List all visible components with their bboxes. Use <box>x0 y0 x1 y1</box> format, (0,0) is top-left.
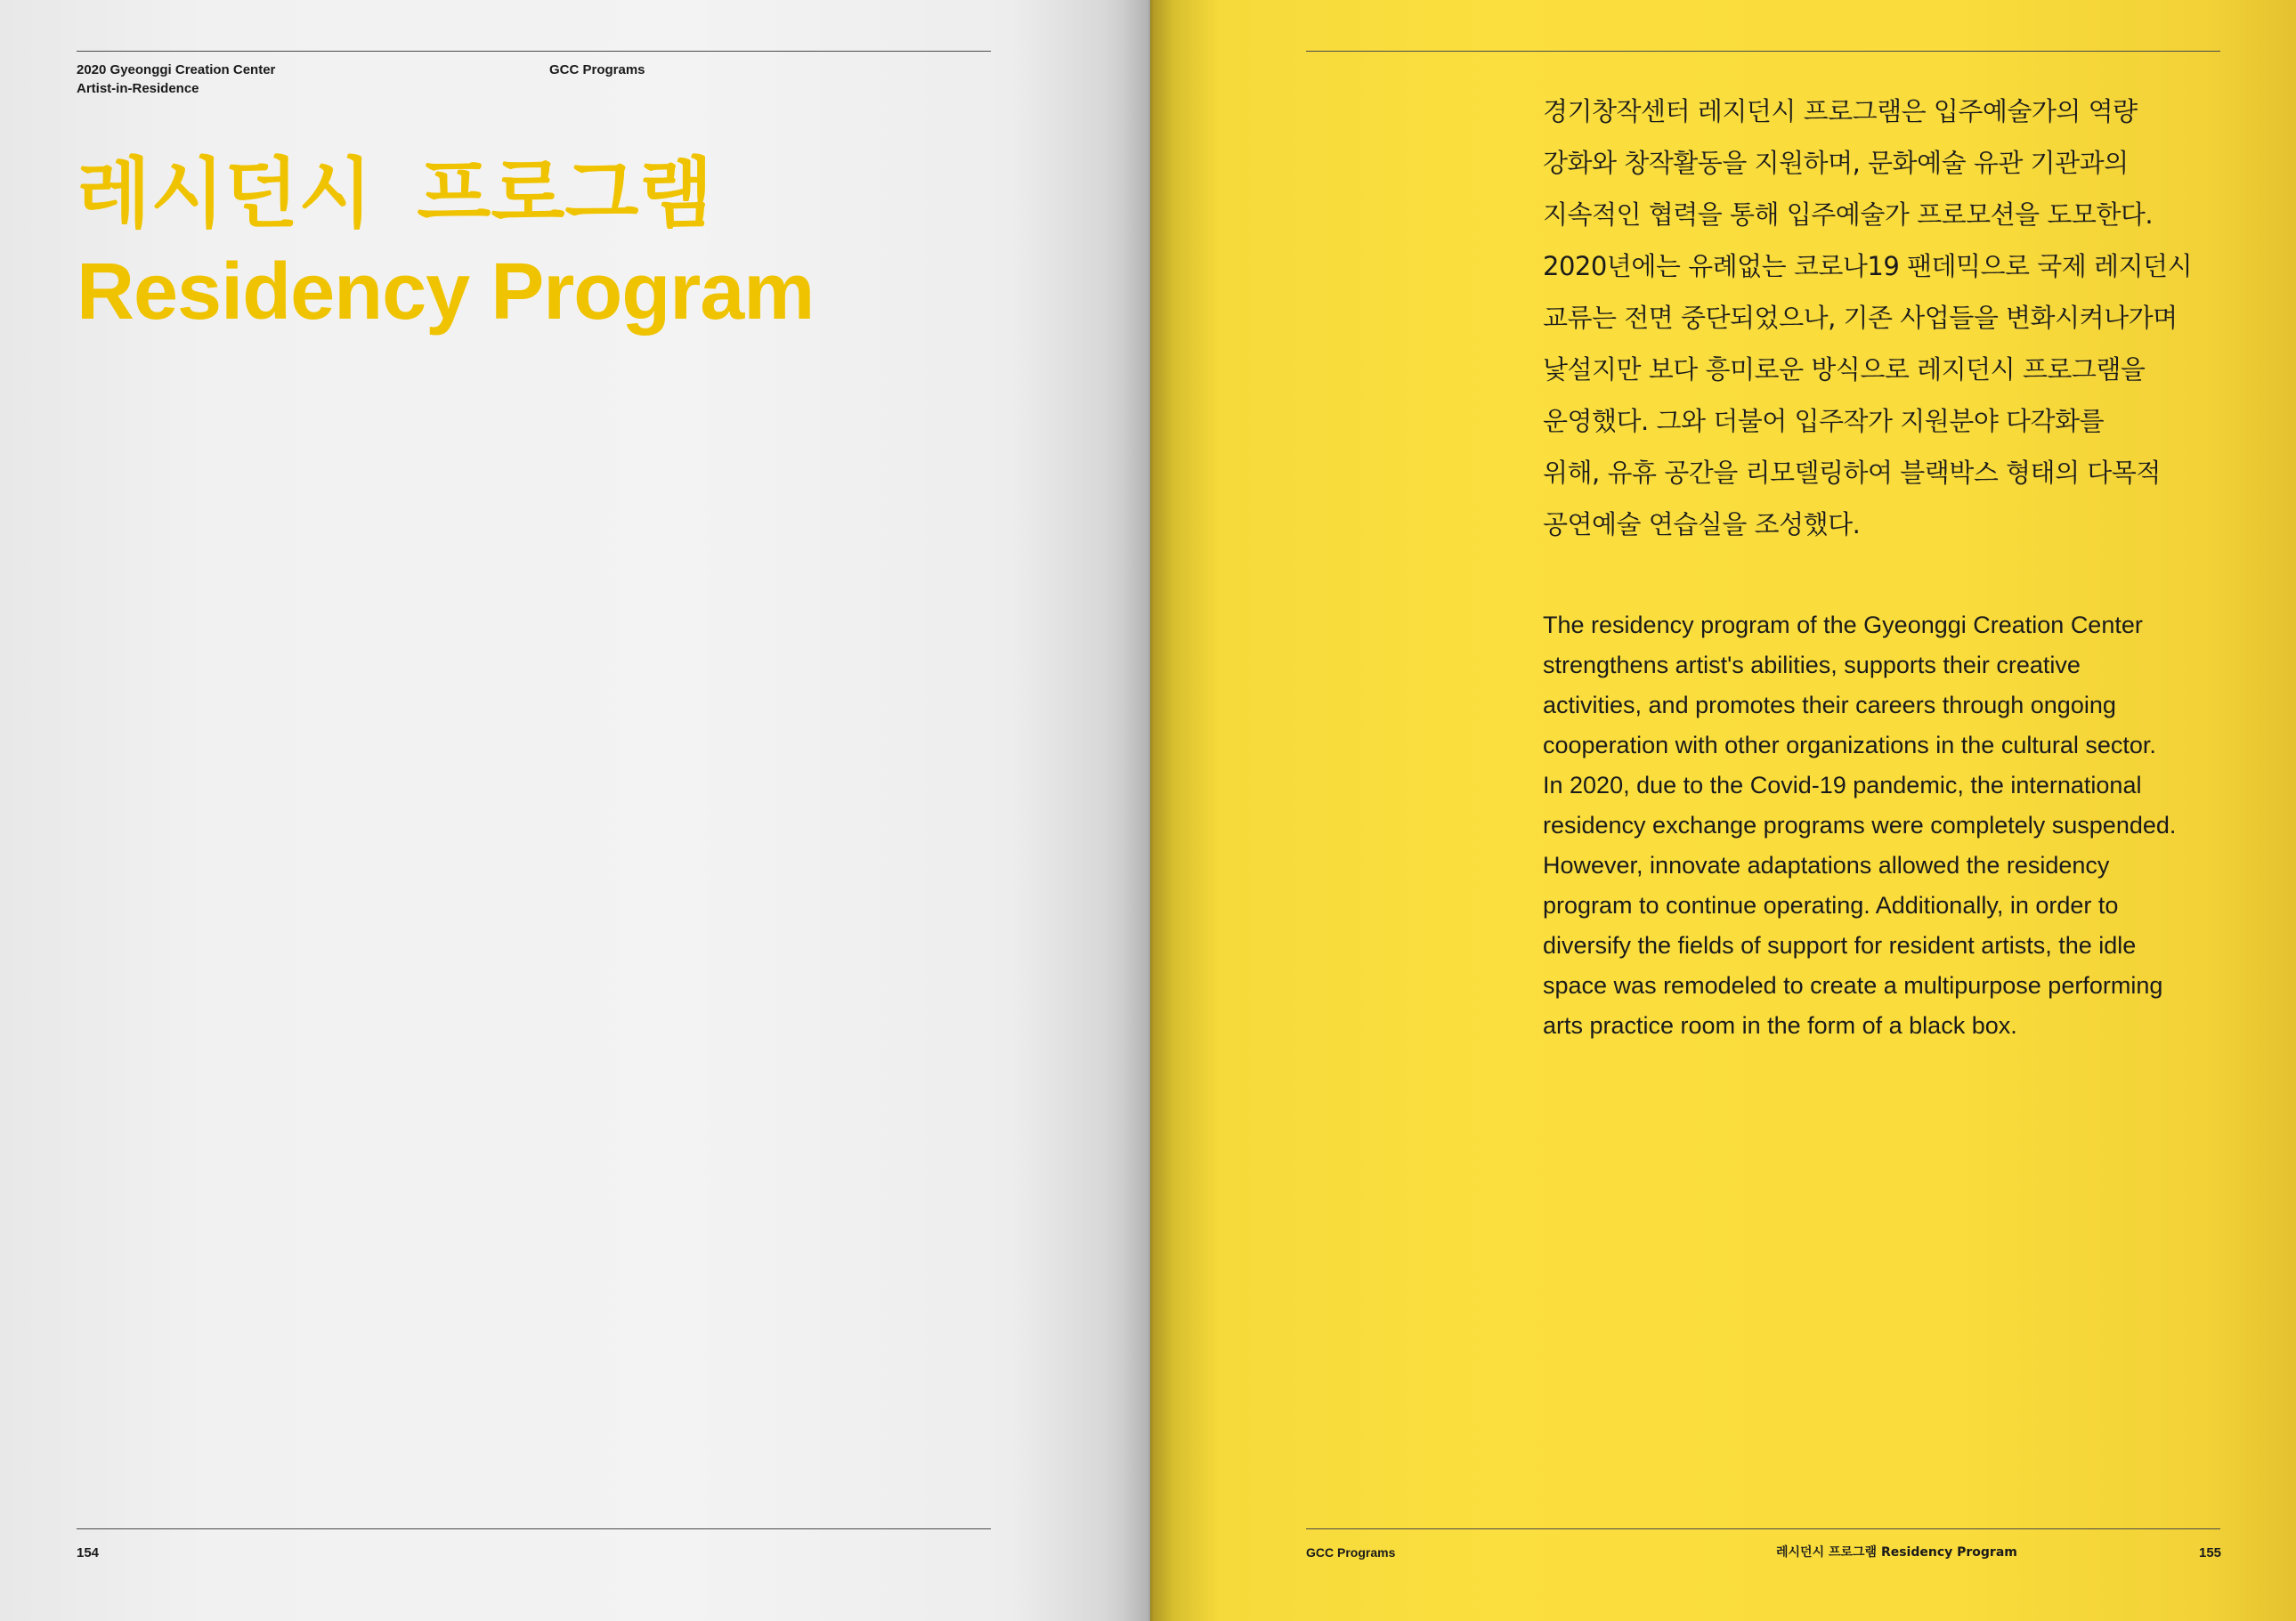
bottom-rule-right <box>1306 1528 2220 1529</box>
page-title-english: Residency Program <box>77 247 815 336</box>
english-line: However, innovate adaptations allowed the residency <box>1543 852 2110 879</box>
english-line: space was remodeled to create a multipurpose performing <box>1543 972 2163 999</box>
english-line: The residency program of the Gyeonggi Creation Center <box>1543 612 2143 638</box>
footer-section-label: GCC Programs <box>1306 1545 1396 1560</box>
page-title-korean: 레시던시 프로그램 <box>77 150 713 239</box>
korean-line: 운영했다. 그와 더불어 입주작가 지원분야 다각화를 <box>1543 406 2105 436</box>
korean-line: 강화와 창작활동을 지원하며, 문화예술 유관 기관과의 <box>1543 148 2129 178</box>
korean-line: 교류는 전면 중단되었으나, 기존 사업들을 변화시켜나가며 <box>1543 303 2178 333</box>
english-line: diversify the fields of support for resident artists, the idle <box>1543 932 2137 959</box>
english-line: In 2020, due to the Covid-19 pandemic, the international <box>1543 772 2142 798</box>
korean-line: 위해, 유휴 공간을 리모델링하여 블랙박스 형태의 다목적 <box>1543 458 2161 488</box>
page-number-left: 154 <box>77 1545 100 1560</box>
footer-running-title: 레시던시 프로그램 Residency Program <box>1776 1545 2017 1560</box>
english-line: residency exchange programs were completely suspended. <box>1543 812 2177 839</box>
english-line: activities, and promotes their careers through ongoing <box>1543 692 2116 718</box>
korean-line: 지속적인 협력을 통해 입주예술가 프로모션을 도모한다. <box>1543 199 2154 230</box>
page-number-right: 155 <box>2199 1545 2222 1560</box>
header-publication-title: 2020 Gyeonggi Creation Center <box>77 62 276 77</box>
top-rule-right <box>1306 51 2220 52</box>
header-publication-subtitle: Artist-in-Residence <box>77 81 199 96</box>
english-line: strengthens artist's abilities, supports their creative <box>1543 652 2081 678</box>
english-line: program to continue operating. Additionally, in order to <box>1543 892 2119 919</box>
korean-line: 공연예술 연습실을 조성했다. <box>1543 509 1861 539</box>
korean-line: 낯설지만 보다 흥미로운 방식으로 레지던시 프로그램을 <box>1543 354 2146 385</box>
english-body-text <box>1543 605 2237 1046</box>
korean-line: 경기창작센터 레지던시 프로그램은 입주예술가의 역량 <box>1543 96 2138 126</box>
korean-line: 2020년에는 유례없는 코로나19 팬데믹으로 국제 레지던시 <box>1543 251 2193 281</box>
english-line: arts practice room in the form of a black box. <box>1543 1012 2017 1039</box>
gutter-shadow <box>1124 0 1177 1621</box>
english-line: cooperation with other organizations in the cultural sector. <box>1543 732 2156 758</box>
header-section-label: GCC Programs <box>549 62 645 77</box>
top-rule-left <box>77 51 991 52</box>
korean-body-text <box>1543 85 2237 550</box>
bottom-rule-left <box>77 1528 991 1529</box>
